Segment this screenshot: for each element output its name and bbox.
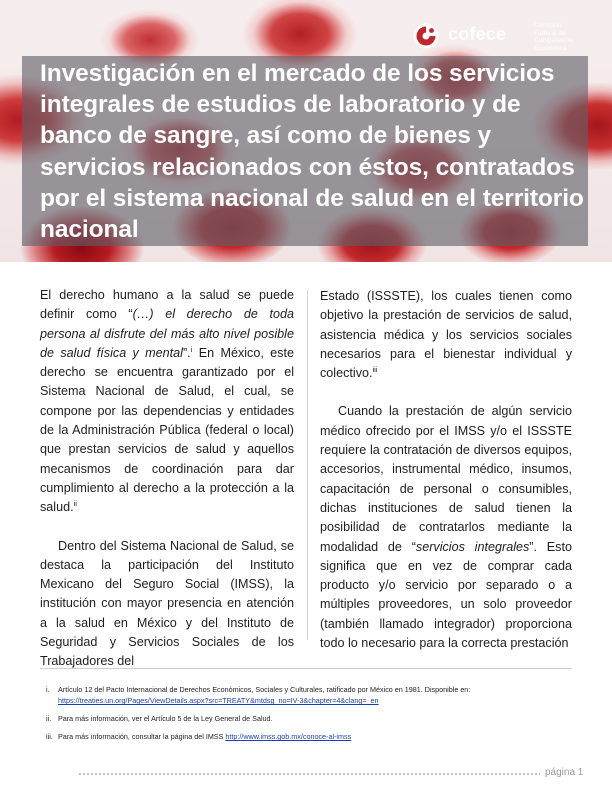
logo-subtitle-line: Competencia (534, 37, 573, 45)
left-column (40, 286, 294, 691)
footnote-link[interactable]: https://treaties.un.org/Pages/ViewDetails.aspx?src=TREATY&mtdsg_no=IV-3&chapter=4&clang=_en (58, 696, 379, 705)
text-run: El derecho humano a la salud se puede definir como “ (40, 288, 294, 322)
logo-subtitle-line: Comisión (534, 22, 562, 29)
footnote-number: i. (46, 685, 50, 694)
cofece-logo (412, 22, 602, 58)
footnote-number: ii. (46, 714, 52, 723)
footnote-item (46, 731, 576, 742)
footnote-divider (40, 668, 572, 669)
logo-subtitle-line: Federal de (534, 29, 566, 37)
text-run: ”. (182, 345, 191, 360)
paragraph (320, 402, 572, 653)
cofece-logo-icon (412, 22, 440, 50)
footnote-number: iii. (46, 732, 53, 741)
footnote-text (58, 731, 576, 742)
text-run: Artículo 12 del Pacto Internacional de Derechos Económicos, Sociales y Culturales, ratificado por México en 1981. Disponible en: (58, 685, 471, 694)
logo-subtitle-line: Económica (534, 44, 567, 52)
italic-term: servicios integrales (415, 539, 530, 554)
text-run: Estado (ISSSTE), los cuales tienen como objetivo la prestación de servicios de salud, asistencia médica y los servicios sociales necesarios para el bienestar individual y colectivo. (320, 289, 572, 381)
right-column (320, 287, 572, 672)
italic-quote: (…) el derecho de toda persona al disfrute del más alto nivel posible de salud física y mental (40, 307, 294, 360)
footnote-ref[interactable]: iii (372, 365, 378, 375)
column-divider (307, 290, 308, 640)
footnote-text: Para más información, ver el Artículo 5 de la Ley General de Salud. (58, 714, 273, 723)
footnote-item (46, 684, 576, 706)
logo-subtitle (534, 22, 604, 52)
paragraph (40, 286, 294, 518)
footnote-item (46, 713, 576, 724)
paragraph: Dentro del Sistema Nacional de Salud, se destaca la participación del Instituto Mexicano del Seguro Social (IMSS), la institución con mayor presencia en atención a la salud en México y del Instituto de Seguridad y Servicios Sociales de los Trabajadores del (40, 538, 294, 669)
logo-wordmark: cofece (448, 24, 507, 44)
paragraph (320, 287, 572, 383)
text-run: En México, este derecho se encuentra garantizado por el Sistema Nacional de Salud, el cual, se compone por las dependencias y entidades de la Administración Pública (federal o local) que prestan servicios de salud y aquellos mecanismos de coordinación para dar cumplimiento al derecho a la protección a la salud. (40, 345, 294, 515)
header-banner (0, 0, 612, 262)
footnote-text (58, 684, 576, 706)
dotted-rule (78, 773, 540, 775)
footnote-ref[interactable]: i (190, 344, 193, 354)
text-run: Cuando la prestación de algún servicio médico ofrecido por el IMSS y/o el ISSSTE requiere la contratación de diversos equipos, accesorios, instrumental médico, insumos, capacitación de personal o consumibles, dichas instituciones de salud tienen la posibilidad de contratarlos mediante la modalidad de “ (320, 404, 572, 554)
text-run: Para más información, consultar la página del IMSS (58, 732, 226, 741)
footnote-link[interactable]: http://www.imss.gob.mx/conoce-al-imss (225, 732, 352, 741)
page-number: página 1 (545, 767, 584, 778)
footnote-ref[interactable]: ii (73, 499, 77, 509)
footnotes (46, 684, 576, 749)
page-title: Investigación en el mercado de los servicios integrales de estudios de laboratorio y de banco de sangre, así como de bienes y servicios relacionados con éstos, contratados por el sistema nacional de salud en el territorio nacional (40, 60, 584, 244)
text-run: ”. Esto significa que en vez de comprar cada producto y/o servicio por separado o a múltiples proveedores, un solo proveedor (también llamado integrador) proporciona todo lo necesario para la correcta prestación (320, 539, 572, 651)
